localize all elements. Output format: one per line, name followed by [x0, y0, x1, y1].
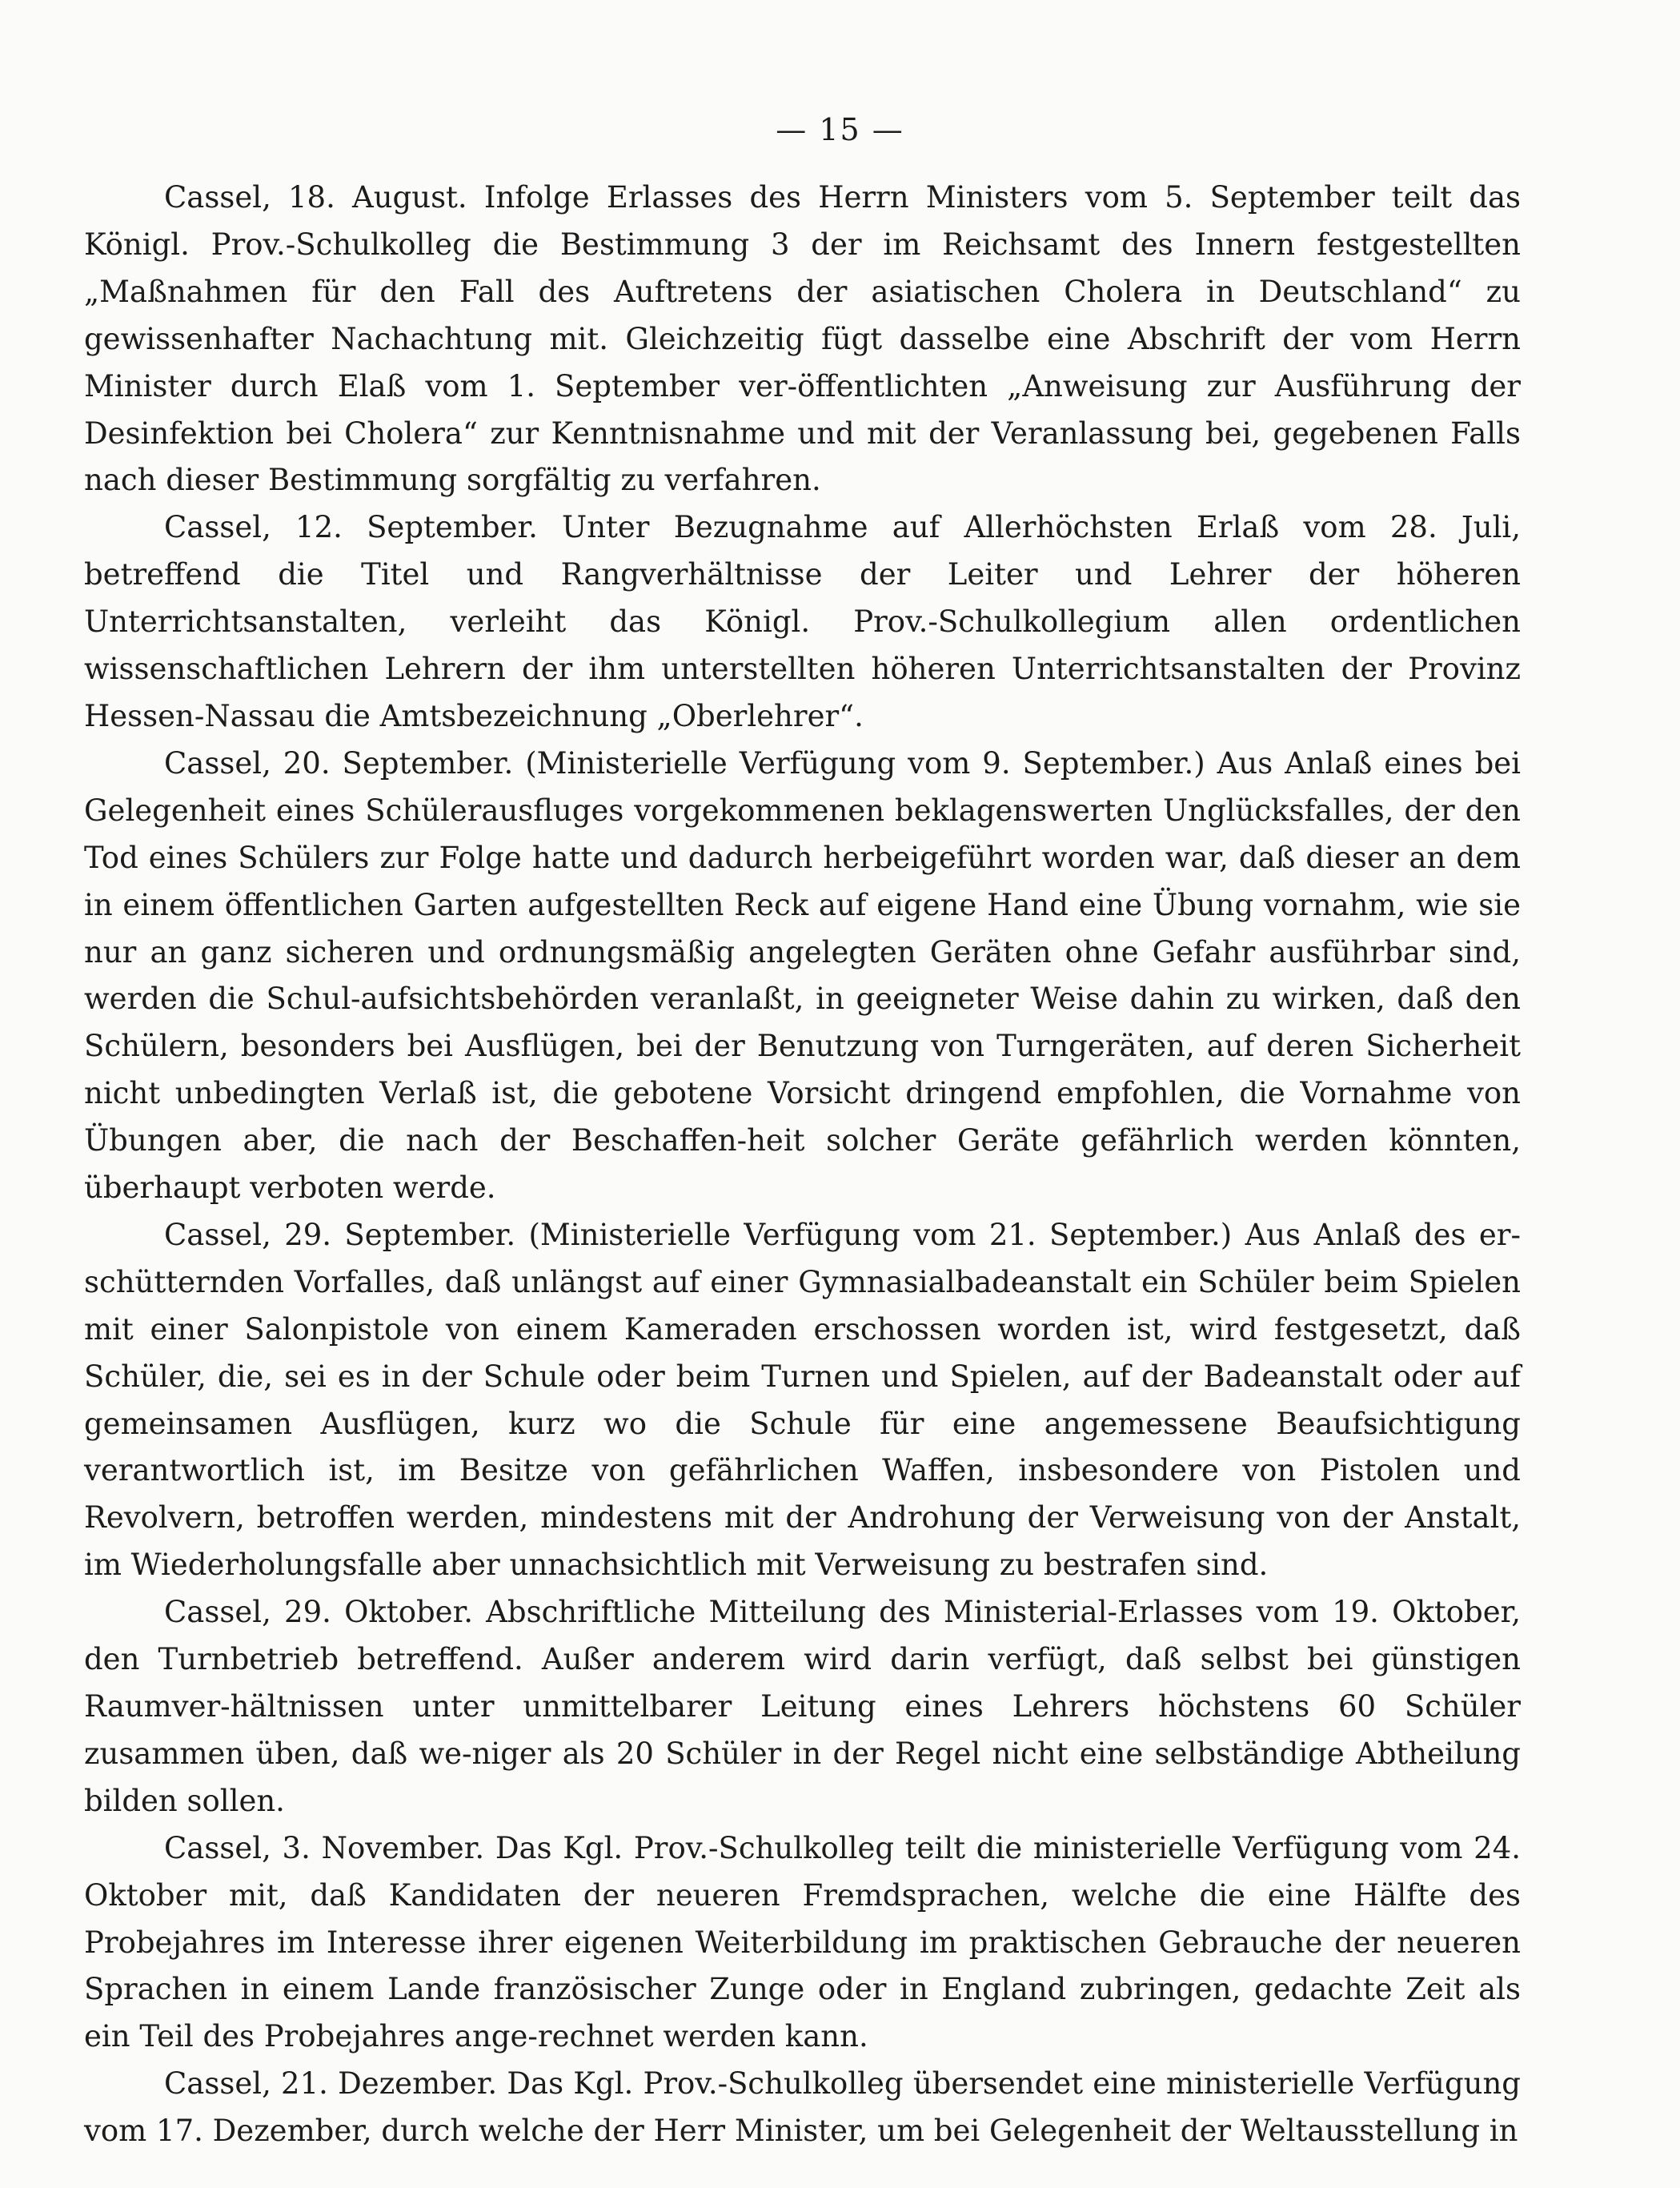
- entry-paragraph-2: Cassel, 12. September. Unter Bezugnahme auf Allerhöchsten Erlaß vom 28. Juli, betreffend die Titel und Rangverhältnisse der Leiter und Lehrer der höheren Unterrichtsanstalten, verleiht das Königl. Prov.-Schulkollegium allen ordentlichen wissenschaftlichen Lehrern der ihm unterstellten höheren Unterrichtsanstalten der Provinz Hessen-Nassau die Amtsbezeichnung „Oberlehrer“.: [84, 510, 1521, 733]
- entry-paragraph-7: Cassel, 21. Dezember. Das Kgl. Prov.-Schulkolleg übersendet eine ministerielle Verfügung vom 17. Dezember, durch welche der Herr Minister, um bei Gelegenheit der Weltausstellung in: [84, 2066, 1521, 2149]
- entry-paragraph-3: Cassel, 20. September. (Ministerielle Verfügung vom 9. September.) Aus Anlaß eines bei Gelegenheit eines Schülerausfluges vorgekommenen beklagenswerten Unglücksfalles, der den Tod eines Schülers zur Folge hatte und dadurch herbeigeführt worden war, daß dieser an dem in einem öffentlichen Garten aufgestellten Reck auf eigene Hand eine Übung vornahm, wie sie nur an ganz sicheren und ordnungsmäßig angelegten Geräten ohne Gefahr ausführbar sind, werden die Schul-aufsichtsbehörden veranlaßt, in geeigneter Weise dahin zu wirken, daß den Schülern, besonders bei Ausflügen, bei der Benutzung von Turngeräten, auf deren Sicherheit nicht unbedingten Verlaß ist, die gebotene Vorsicht dringend empfohlen, die Vornahme von Übungen aber, die nach der Beschaffen-heit solcher Geräte gefährlich werden könnten, überhaupt verboten werde.: [84, 745, 1521, 1206]
- document-body: [84, 175, 1521, 2155]
- entry-paragraph-4: Cassel, 29. September. (Ministerielle Verfügung vom 21. September.) Aus Anlaß des er-schütternden Vorfalles, daß unlängst auf einer Gymnasialbadeanstalt ein Schüler beim Spielen mit einer Salonpistole von einem Kameraden erschossen worden ist, wird festgesetzt, daß Schüler, die, sei es in der Schule oder beim Turnen und Spielen, auf der Badeanstalt oder auf gemeinsamen Ausflügen, kurz wo die Schule für eine angemessene Beaufsichtigung verantwortlich ist, im Besitze von gefährlichen Waffen, insbesondere von Pistolen und Revolvern, betroffen werden, mindestens mit der Androhung der Verweisung von der Anstalt, im Wiederholungsfalle aber unnachsichtlich mit Verweisung zu bestrafen sind.: [84, 1217, 1521, 1583]
- entry-paragraph-1: Cassel, 18. August. Infolge Erlasses des Herrn Ministers vom 5. September teilt das Königl. Prov.-Schulkolleg die Bestimmung 3 der im Reichsamt des Innern festgestellten „Maßnahmen für den Fall des Auftretens der asiatischen Cholera in Deutschland“ zu gewissenhafter Nachachtung mit. Gleichzeitig fügt dasselbe eine Abschrift der vom Herrn Minister durch Elaß vom 1. September ver-öffentlichten „Anweisung zur Ausführung der Desinfektion bei Cholera“ zur Kenntnisnahme und mit der Veranlassung bei, gegebenen Falls nach dieser Bestimmung sorgfältig zu verfahren.: [84, 180, 1521, 498]
- page-number: — 15 —: [776, 112, 904, 147]
- entry-paragraph-5: Cassel, 29. Oktober. Abschriftliche Mitteilung des Ministerial-Erlasses vom 19. Oktober, den Turnbetrieb betreffend. Außer anderem wird darin verfügt, daß selbst bei günstigen Raumver-hältnissen unter unmittelbarer Leitung eines Lehrers höchstens 60 Schüler zusammen üben, daß we-niger als 20 Schüler in der Regel nicht eine selbständige Abtheilung bilden sollen.: [84, 1595, 1521, 1818]
- entry-paragraph-6: Cassel, 3. November. Das Kgl. Prov.-Schulkolleg teilt die ministerielle Verfügung vom 24. Oktober mit, daß Kandidaten der neueren Fremdsprachen, welche die eine Hälfte des Probejahres im Interesse ihrer eigenen Weiterbildung im praktischen Gebrauche der neueren Sprachen in einem Lande französischer Zunge oder in England zubringen, gedachte Zeit als ein Teil des Probejahres ange-rechnet werden kann.: [84, 1830, 1521, 2054]
